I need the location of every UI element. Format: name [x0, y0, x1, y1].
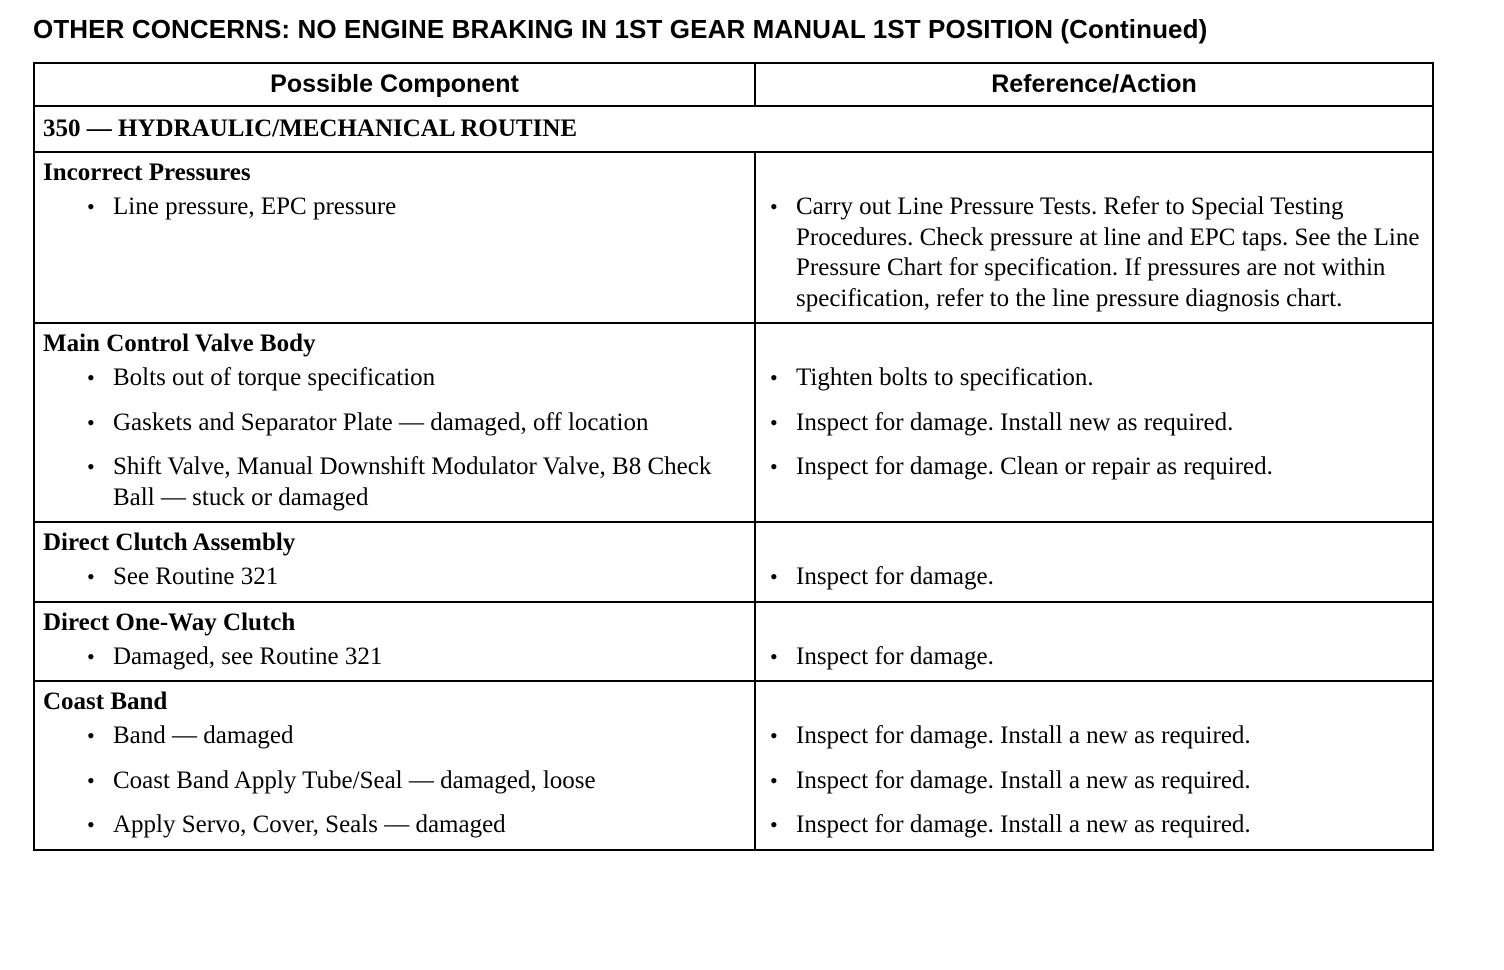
action-cell: [755, 602, 1433, 682]
component-cell: [34, 323, 755, 522]
action-item-text: Inspect for damage. Install a new as required.: [796, 722, 1251, 749]
action-item: [756, 452, 1432, 483]
header-row: [34, 63, 1433, 106]
component-item: [35, 192, 754, 231]
action-item: [756, 766, 1432, 797]
component-title: Direct One-Way Clutch: [43, 608, 296, 636]
component-item: [35, 810, 754, 849]
bullet-icon: •: [87, 365, 95, 390]
action-item-text: Inspect for damage.: [796, 642, 994, 670]
header-possible-component: Possible Component: [34, 63, 755, 106]
action-item-text: Tighten bolts to specification.: [796, 364, 1094, 391]
component-cell: [34, 152, 755, 323]
action-item-text: Inspect for damage. Install a new as required.: [796, 766, 1251, 794]
bullet-icon: •: [87, 643, 95, 669]
component-title: Incorrect Pressures: [43, 159, 251, 186]
component-item-text: Apply Servo, Cover, Seals — damaged: [113, 811, 506, 838]
bullet-icon: •: [87, 409, 95, 435]
component-item: [35, 642, 754, 681]
component-cell: [34, 602, 755, 682]
component-item: [35, 408, 754, 439]
routine-title: 350 — HYDRAULIC/MECHANICAL ROUTINE: [34, 106, 1433, 152]
component-item-text: Bolts out of torque specification: [113, 364, 436, 391]
action-item: [756, 408, 1432, 439]
component-item: [35, 721, 754, 752]
bullet-icon: •: [87, 564, 95, 589]
action-cell: [755, 522, 1433, 602]
page-title: OTHER CONCERNS: NO ENGINE BRAKING IN 1ST GEAR MANUAL 1ST POSITION (Continued): [33, 14, 1208, 44]
component-cell: [34, 681, 755, 850]
bullet-icon: •: [770, 812, 778, 837]
bullet-icon: •: [87, 454, 95, 479]
component-item-text: Gaskets and Separator Plate — damaged, off location: [113, 408, 649, 436]
routine-row: [34, 106, 1433, 152]
action-item: [756, 363, 1432, 394]
component-item: [35, 766, 754, 797]
component-item: [35, 452, 754, 521]
bullet-icon: •: [87, 194, 95, 219]
action-item-text: Inspect for damage. Clean or repair as required.: [796, 453, 1273, 480]
component-item-text: Damaged, see Routine 321: [113, 642, 383, 670]
action-item: [756, 810, 1432, 841]
component-item: [35, 363, 754, 394]
bullet-icon: •: [87, 812, 95, 837]
component-item-text: Line pressure, EPC pressure: [113, 193, 397, 220]
action-item-text: Inspect for damage. Install a new as required.: [796, 811, 1251, 838]
action-item-text: Inspect for damage. Install new as required.: [796, 408, 1234, 436]
diagnosis-table: [33, 62, 1434, 851]
action-cell: [755, 323, 1433, 522]
bullet-icon: •: [770, 454, 778, 479]
component-title: Direct Clutch Assembly: [43, 529, 296, 556]
component-item-text: Shift Valve, Manual Downshift Modulator Valve, B8 Check Ball — stuck or damaged: [113, 453, 712, 511]
bullet-icon: •: [770, 643, 778, 669]
bullet-icon: •: [770, 767, 778, 793]
bullet-icon: •: [770, 723, 778, 748]
table-row: [34, 522, 1433, 602]
component-item-text: Band — damaged: [113, 722, 294, 749]
action-item-text: Carry out Line Pressure Tests. Refer to Special Testing Procedures. Check pressure at line and EPC taps. See the Line Pressure Chart for specification. If pressures are not within specification, refer to the line pressure diagnosis chart.: [796, 193, 1420, 312]
action-cell: [755, 681, 1433, 850]
action-item-text: Inspect for damage.: [796, 563, 994, 590]
component-cell: [34, 522, 755, 602]
table-row: [34, 323, 1433, 522]
action-item: [756, 562, 1432, 593]
component-title: Main Control Valve Body: [43, 330, 316, 357]
bullet-icon: •: [770, 194, 778, 219]
table-row: [34, 602, 1433, 682]
component-title: Coast Band: [43, 688, 168, 715]
bullet-icon: •: [770, 564, 778, 589]
component-item: [35, 562, 754, 601]
table-row: [34, 152, 1433, 323]
table-row: [34, 681, 1433, 850]
bullet-icon: •: [87, 767, 95, 793]
action-cell: [755, 152, 1433, 323]
action-item: [756, 642, 1432, 673]
action-item: [756, 721, 1432, 752]
component-item-text: See Routine 321: [113, 563, 279, 590]
bullet-icon: •: [770, 409, 778, 435]
bullet-icon: •: [770, 365, 778, 390]
component-item-text: Coast Band Apply Tube/Seal — damaged, loose: [113, 766, 596, 794]
action-item: [756, 192, 1432, 322]
bullet-icon: •: [87, 723, 95, 748]
header-reference-action: Reference/Action: [755, 63, 1433, 106]
